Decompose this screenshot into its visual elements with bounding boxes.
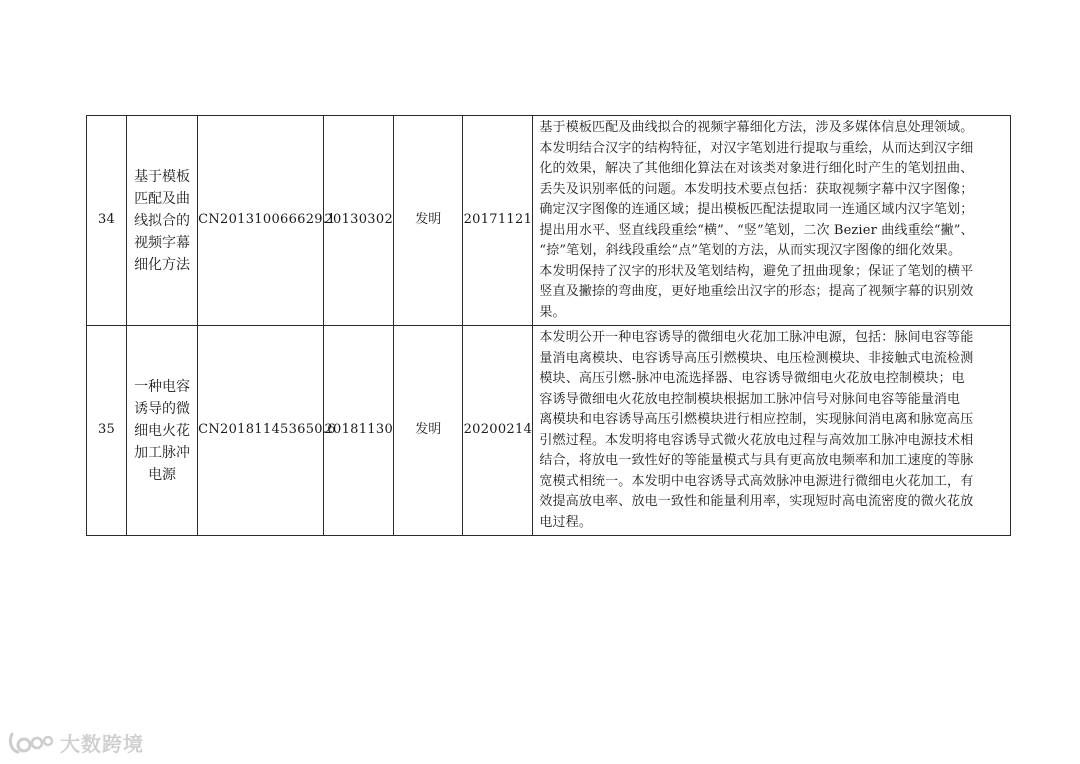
table-row <box>87 116 1011 326</box>
abstract-line: 确定汉字图像的连通区域；提出模板匹配法提取同一连通区域内汉字笔划； <box>539 202 974 217</box>
grant-date: 20171121 <box>463 116 533 326</box>
abstract-line: 化的效果，解决了其他细化算法在对该类对象进行细化时产生的笔划扭曲、 <box>539 161 974 176</box>
abstract-line: 电过程。 <box>539 514 593 530</box>
abstract-line: 本发明保持了汉字的形状及笔划结构，避免了扭曲现象；保证了笔划的横平 <box>539 263 974 279</box>
patent-abstract <box>533 326 1011 536</box>
abstract-line: “捺”笔划，斜线段重绘“点”笔划的方法，从而实现汉字图像的细化效果。 <box>539 243 962 258</box>
abstract-line: 竖直及撇捺的弯曲度，更好地重绘出汉字的形态；提高了视频字幕的识别效 <box>539 284 974 299</box>
patent-type: 发明 <box>394 116 463 326</box>
abstract-line: 量消电离模块、电容诱导高压引燃模块、电压检测模块、非接触式电流检测 <box>539 350 974 366</box>
abstract-line: 引燃过程。本发明将电容诱导式微火花放电过程与高效加工脉冲电源技术相 <box>539 432 974 448</box>
application-date: 20130302 <box>324 116 394 326</box>
watermark-text: 大数跨境 <box>60 732 144 756</box>
patent-name: 基于模板匹配及曲线拟合的视频字幕细化方法 <box>127 116 198 326</box>
abstract-line: 模块、高压引燃-脉冲电流选择器、电容诱导微细电火花放电控制模块；电 <box>539 371 965 386</box>
table-row <box>87 326 1011 536</box>
abstract-line: 本发明结合汉字的结构特征，对汉字笔划进行提取与重绘，从而达到汉字细 <box>539 140 974 156</box>
application-number: CN201811453650.6 <box>198 326 324 536</box>
application-date: 20181130 <box>324 326 394 536</box>
brand-logo-icon <box>8 730 54 756</box>
abstract-line: 果。 <box>539 304 566 320</box>
abstract-line: 效提高放电率、放电一致性和能量利用率，实现短时高电流密度的微火花放 <box>539 494 974 509</box>
watermark <box>8 728 144 757</box>
abstract-line: 离模块和电容诱导高压引燃模块进行相应控制，实现脉间消电离和脉宽高压 <box>539 412 974 427</box>
abstract-line: 宽模式相统一。本发明中电容诱导式高效脉冲电源进行微细电火花加工，有 <box>539 473 974 489</box>
row-number: 34 <box>87 116 127 326</box>
grant-date: 20200214 <box>463 326 533 536</box>
abstract-line: 丢失及识别率低的问题。本发明技术要点包括：获取视频字幕中汉字图像； <box>539 181 974 197</box>
abstract-line: 本发明公开一种电容诱导的微细电火花加工脉冲电源，包括：脉间电容等能 <box>539 330 974 345</box>
abstract-line: 结合，将放电一致性好的等能量模式与具有更高放电频率和加工速度的等脉 <box>539 453 974 468</box>
patent-name: 一种电容诱导的微细电火花加工脉冲电源 <box>127 326 198 536</box>
patent-type: 发明 <box>394 326 463 536</box>
abstract-line: 提出用水平、竖直线段重绘“横”、“竖”笔划，二次 Bezier 曲线重绘“撇”、 <box>539 222 974 238</box>
row-number: 35 <box>87 326 127 536</box>
abstract-line: 容诱导微细电火花放电控制模块根据加工脉冲信号对脉间电容等能量消电 <box>539 391 961 407</box>
patent-abstract <box>533 116 1011 326</box>
patent-table <box>86 115 1011 536</box>
application-number: CN201310066629.1 <box>198 116 324 326</box>
abstract-line: 基于模板匹配及曲线拟合的视频字幕细化方法，涉及多媒体信息处理领域。 <box>539 120 974 135</box>
